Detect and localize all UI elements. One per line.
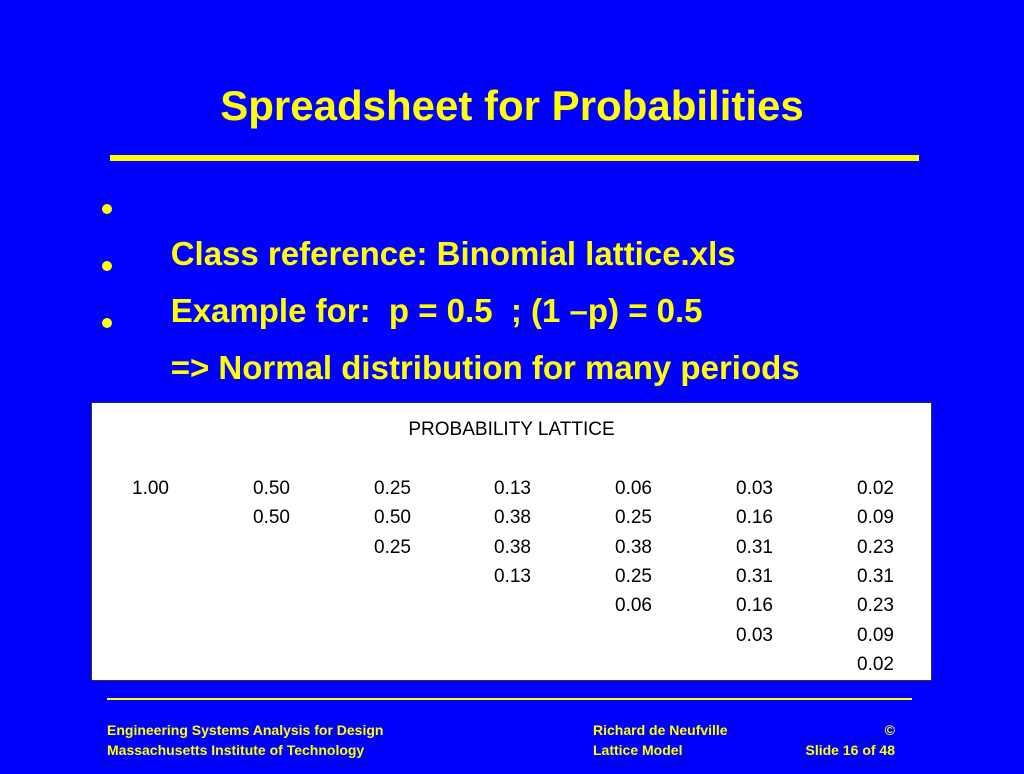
lattice-cell: 1.00 (132, 478, 169, 499)
lattice-cell: 0.03 (736, 478, 773, 499)
bullet-dot-icon (102, 261, 112, 271)
slide-title: Spreadsheet for Probabilities (220, 82, 804, 129)
lattice-cell: 0.13 (494, 478, 531, 499)
bullet-text: Example for: p = 0.5 ; (1 –p) = 0.5 (170, 292, 703, 329)
lattice-cell: 0.50 (253, 507, 290, 529)
lattice-cell: 0.25 (615, 565, 652, 587)
footer-author: Richard de Neufville (593, 722, 728, 738)
lattice-cell: 0.38 (494, 507, 531, 529)
lattice-cell: 0.02 (857, 653, 894, 675)
lattice-cell: 0.50 (374, 507, 411, 529)
lattice-cell: 0.38 (615, 536, 652, 558)
bullet-text: Class reference: Binomial lattice.xls (170, 235, 736, 272)
lattice-cell: 0.09 (857, 507, 894, 529)
lattice-cell: 0.13 (494, 565, 531, 587)
lattice-cell: 0.25 (374, 536, 411, 558)
lattice-cell: 0.23 (857, 536, 894, 558)
lattice-cell: 0.25 (374, 478, 411, 499)
bullet-item (100, 188, 800, 272)
lattice-cell: 0.06 (615, 478, 652, 499)
title-underline (110, 155, 919, 161)
bullet-item (100, 245, 800, 329)
probability-lattice-table (91, 402, 932, 681)
lattice-cell: 0.16 (736, 507, 773, 529)
footer-copyright: © (884, 722, 895, 738)
lattice-cell: 0.16 (736, 595, 773, 617)
footer-topic: Lattice Model (593, 742, 683, 758)
lattice-cell: 0.03 (736, 624, 773, 646)
footer-institution: Massachusetts Institute of Technology (107, 742, 365, 758)
lattice-cell: 0.31 (857, 565, 894, 587)
lattice-cell: 0.09 (857, 624, 894, 646)
lattice-cell: 0.25 (615, 507, 652, 529)
bullet-text: => Normal distribution for many periods (170, 349, 800, 386)
bullet-dot-icon (102, 204, 112, 214)
lattice-cell: 0.23 (857, 595, 894, 617)
bullet-item (100, 302, 800, 386)
lattice-cell: 0.02 (857, 478, 894, 499)
bullet-dot-icon (102, 318, 112, 328)
footer-slide-number: Slide 16 of 48 (805, 742, 895, 758)
footer-course: Engineering Systems Analysis for Design (107, 722, 384, 738)
footer-divider (107, 698, 912, 700)
lattice-cell: 0.50 (253, 478, 290, 499)
lattice-cell: 0.38 (494, 536, 531, 558)
lattice-title: PROBABILITY LATTICE (408, 419, 615, 440)
lattice-cell: 0.31 (736, 565, 773, 587)
lattice-cell: 0.06 (615, 595, 652, 617)
bullet-list (100, 188, 800, 386)
lattice-cell: 0.31 (736, 536, 773, 558)
